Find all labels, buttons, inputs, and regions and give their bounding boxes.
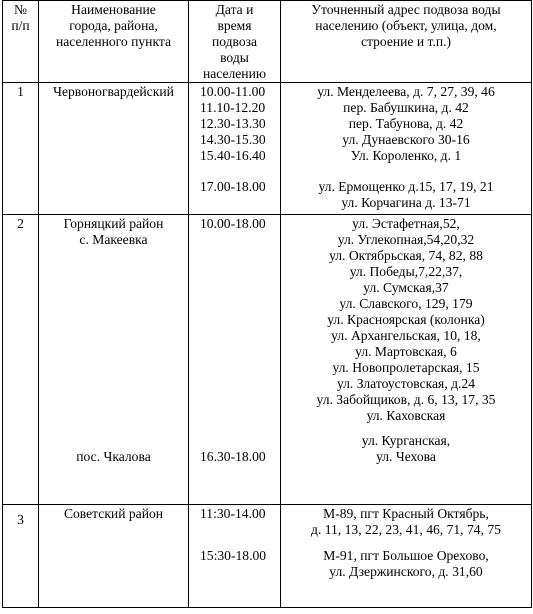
row-number: 2 <box>3 215 39 505</box>
row-locality: Горняцкий район с. Макеевка пос. Чкалова <box>39 215 189 505</box>
row-number: 1 <box>3 83 39 215</box>
row-times: 10.00-11.00 11.10-12.20 12.30-13.30 14.30-15.30 15.40-16.40 17.00-18.00 <box>189 83 281 215</box>
row-times: 10.00-18.00 16.30-18.00 <box>189 215 281 505</box>
row-addresses: ул. Менделеева, д. 7, 27, 39, 46 пер. Бабушкина, д. 42 пер. Табунова, д. 42 ул. Дунаевского 30-16 Ул. Короленко, д. 1 ул. Ермощенко д.15, 17, 19, 21 ул. Корчагина д. 13-71 <box>281 83 532 215</box>
water-delivery-table <box>2 0 532 608</box>
row-times: 11:30-14.00 15:30-18.00 <box>189 505 281 608</box>
header-date-time: Дата и время подвоза воды населению <box>189 1 281 83</box>
table-row <box>3 505 532 608</box>
row-addresses: М-89, пгт Красный Октябрь, д. 11, 13, 22, 23, 41, 46, 71, 74, 75 М-91, пгт Большое Орехово, ул. Дзержинского, д. 31,60 <box>281 505 532 608</box>
table-row <box>3 215 532 505</box>
sub-locality: пос. Чкалова <box>76 449 151 464</box>
row-locality: Советский район <box>39 505 189 608</box>
header-number: № п/п <box>3 1 39 83</box>
row-number: 3 <box>3 505 39 608</box>
row-addresses: ул. Эстафетная,52, ул. Углекопная,54,20,32 ул. Октябрьская, 74, 82, 88 ул. Победы,7,22,37, ул. Сумская,37 ул. Славского, 129, 179 ул. Красноярская (колонка) ул. Архангельская, 10, 18, ул. Мартовская, 6 ул. Новопролетарская, 15 ул. Златоустовская, д.24 ул. Забойщиков, д. 6, 13, 17, 35 ул. Каховская ул. Курганская, ул. Чехова <box>281 215 532 505</box>
table-header-row <box>3 1 532 83</box>
row-locality: Червоногвардейский <box>39 83 189 215</box>
table-row <box>3 83 532 215</box>
header-locality: Наименование города, района, населенного пункта <box>39 1 189 83</box>
header-address: Уточненный адрес подвоза воды населению (объект, улица, дом, строение и т.п.) <box>281 1 532 83</box>
